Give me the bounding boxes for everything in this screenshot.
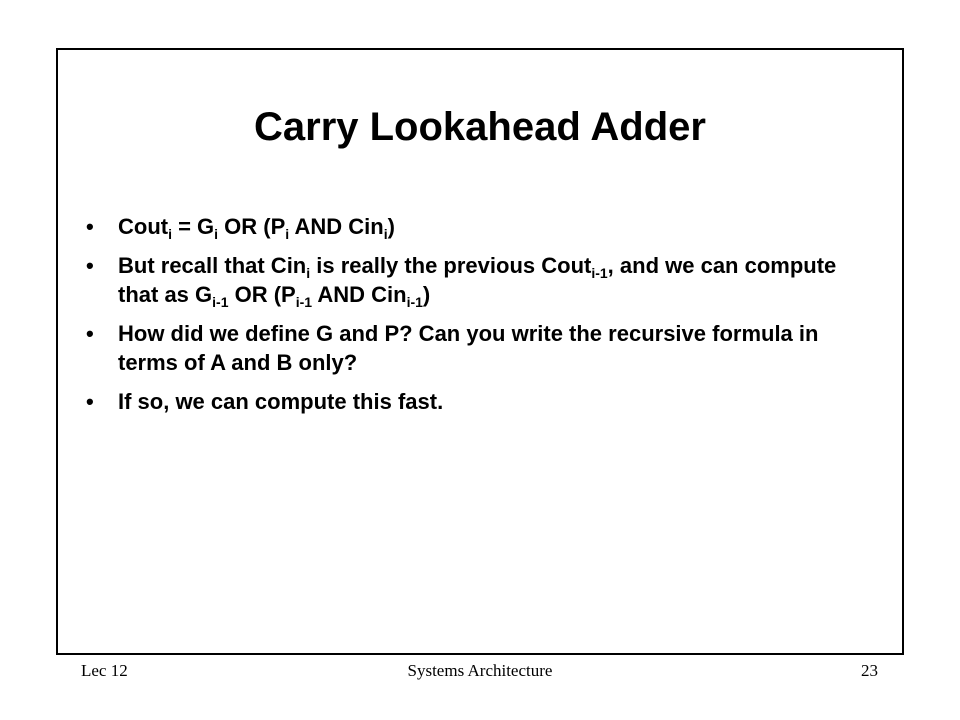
subscript: i-1: [591, 265, 608, 281]
bullet-dot: •: [86, 253, 94, 278]
subscript: i-1: [212, 294, 229, 310]
footer-lecture: Lec 12: [81, 661, 128, 680]
subscript: i: [285, 226, 290, 242]
bullet-dot: •: [86, 214, 94, 239]
footer-course-title: Systems Architecture: [407, 661, 553, 680]
bullet-dot: •: [86, 389, 94, 414]
bullet-list: [80, 212, 880, 426]
bullet-item: [80, 212, 880, 241]
bullet-item: [80, 319, 880, 377]
bullet-item: [80, 387, 880, 416]
bullet-text: Cout$_i$ = $G_i$ OR ($P_i$ AND Cin$_i$): [118, 214, 395, 242]
subscript: i: [306, 265, 311, 281]
bullet-item: [80, 251, 880, 309]
subscript: i: [168, 226, 172, 242]
bullet-dot: •: [86, 321, 94, 346]
subscript: i-1: [295, 294, 313, 310]
footer-page-number: 23: [861, 661, 878, 680]
slide-title: Carry Lookahead Adder: [254, 105, 706, 149]
subscript: i: [214, 226, 219, 242]
bullet-text: If so, we can compute this fast.: [118, 389, 444, 414]
bullet-text: But recall that Cin$_i$ is really the previous Cout$_{i-1}$, and we can compute that as $G_{i-1}$ OR ($P_{i-1}$ AND Cin$_{i-1}$): [118, 253, 837, 310]
subscript: i: [383, 226, 388, 242]
bullet-text: How did we define G and P? Can you write the recursive formula in terms of A and B only?: [118, 321, 819, 375]
subscript: i-1: [406, 294, 423, 310]
